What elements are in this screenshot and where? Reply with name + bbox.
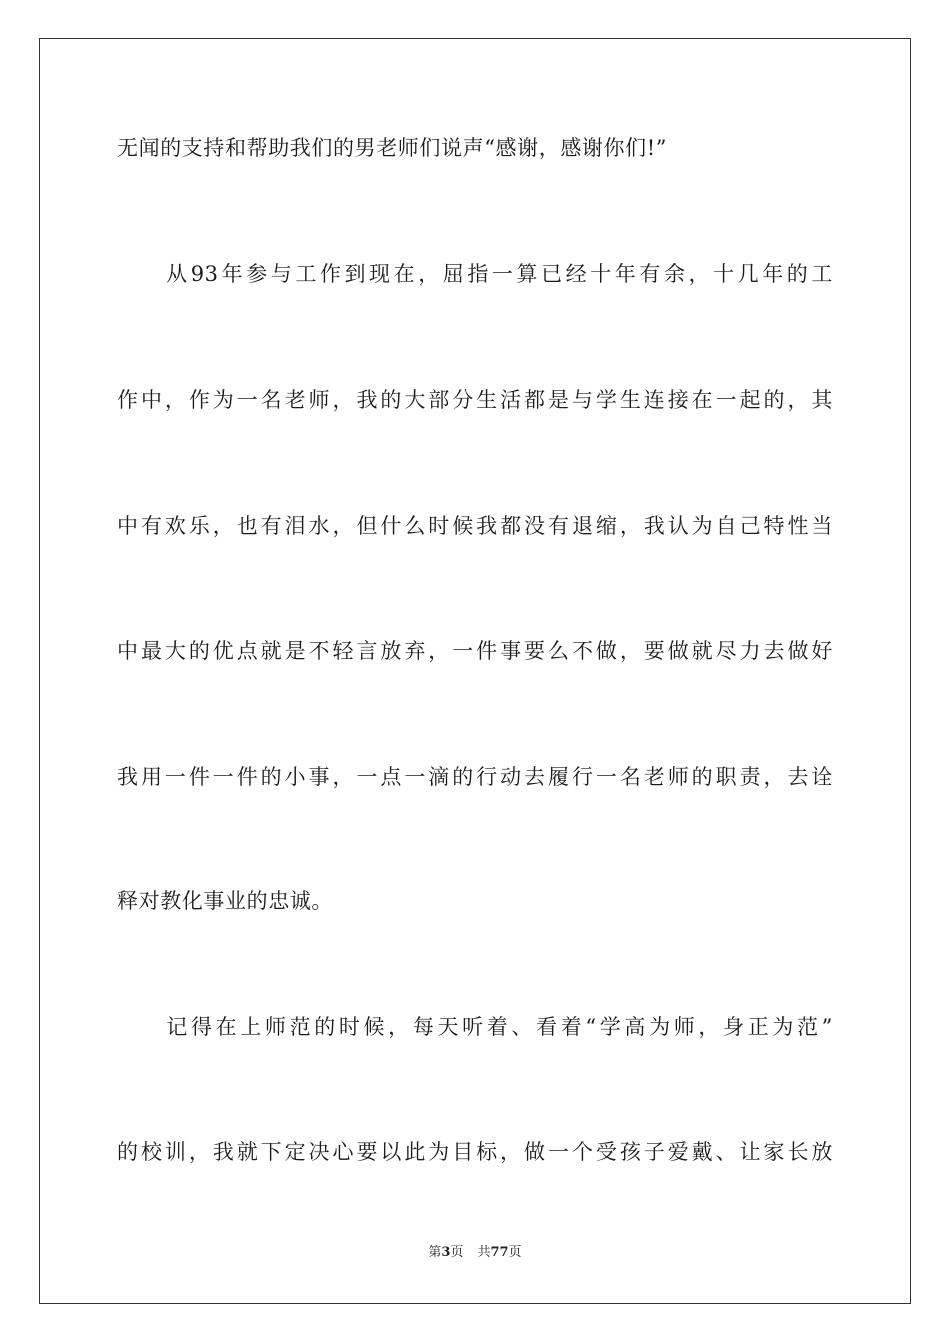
footer-page-suffix: 页 <box>450 1245 464 1260</box>
footer-page-number: 3 <box>441 1245 451 1260</box>
page-border <box>39 38 911 1304</box>
footer-total-number: 77 <box>490 1245 509 1260</box>
page-footer <box>0 1244 950 1262</box>
footer-total-suffix: 页 <box>508 1245 522 1260</box>
footer-total-prefix: 共 <box>477 1245 491 1260</box>
body-line-4: 中有欢乐，也有泪水，但什么时候我都没有退缩，我认为自己特性当 <box>117 514 833 538</box>
body-line-3: 作中，作为一名老师，我的大部分生活都是与学生连接在一起的，其 <box>117 388 833 412</box>
body-line-5: 中最大的优点就是不轻言放弃，一件事要么不做，要做就尽力去做好 <box>117 639 833 663</box>
body-line-9: 的校训，我就下定决心要以此为目标，做一个受孩子爱戴、让家长放 <box>117 1140 833 1164</box>
footer-page-prefix: 第 <box>428 1245 442 1260</box>
body-line-7: 释对教化事业的忠诚。 <box>117 889 333 913</box>
body-line-6: 我用一件一件的小事，一点一滴的行动去履行一名老师的职责，去诠 <box>117 765 833 789</box>
body-line-1: 无闻的支持和帮助我们的男老师们说声“感谢，感谢你们!” <box>117 136 668 160</box>
body-line-2: 从93年参与工作到现在，屈指一算已经十年有余，十几年的工 <box>117 262 833 286</box>
body-line-8: 记得在上师范的时候，每天听着、看着“学高为师，身正为范” <box>117 1015 833 1039</box>
